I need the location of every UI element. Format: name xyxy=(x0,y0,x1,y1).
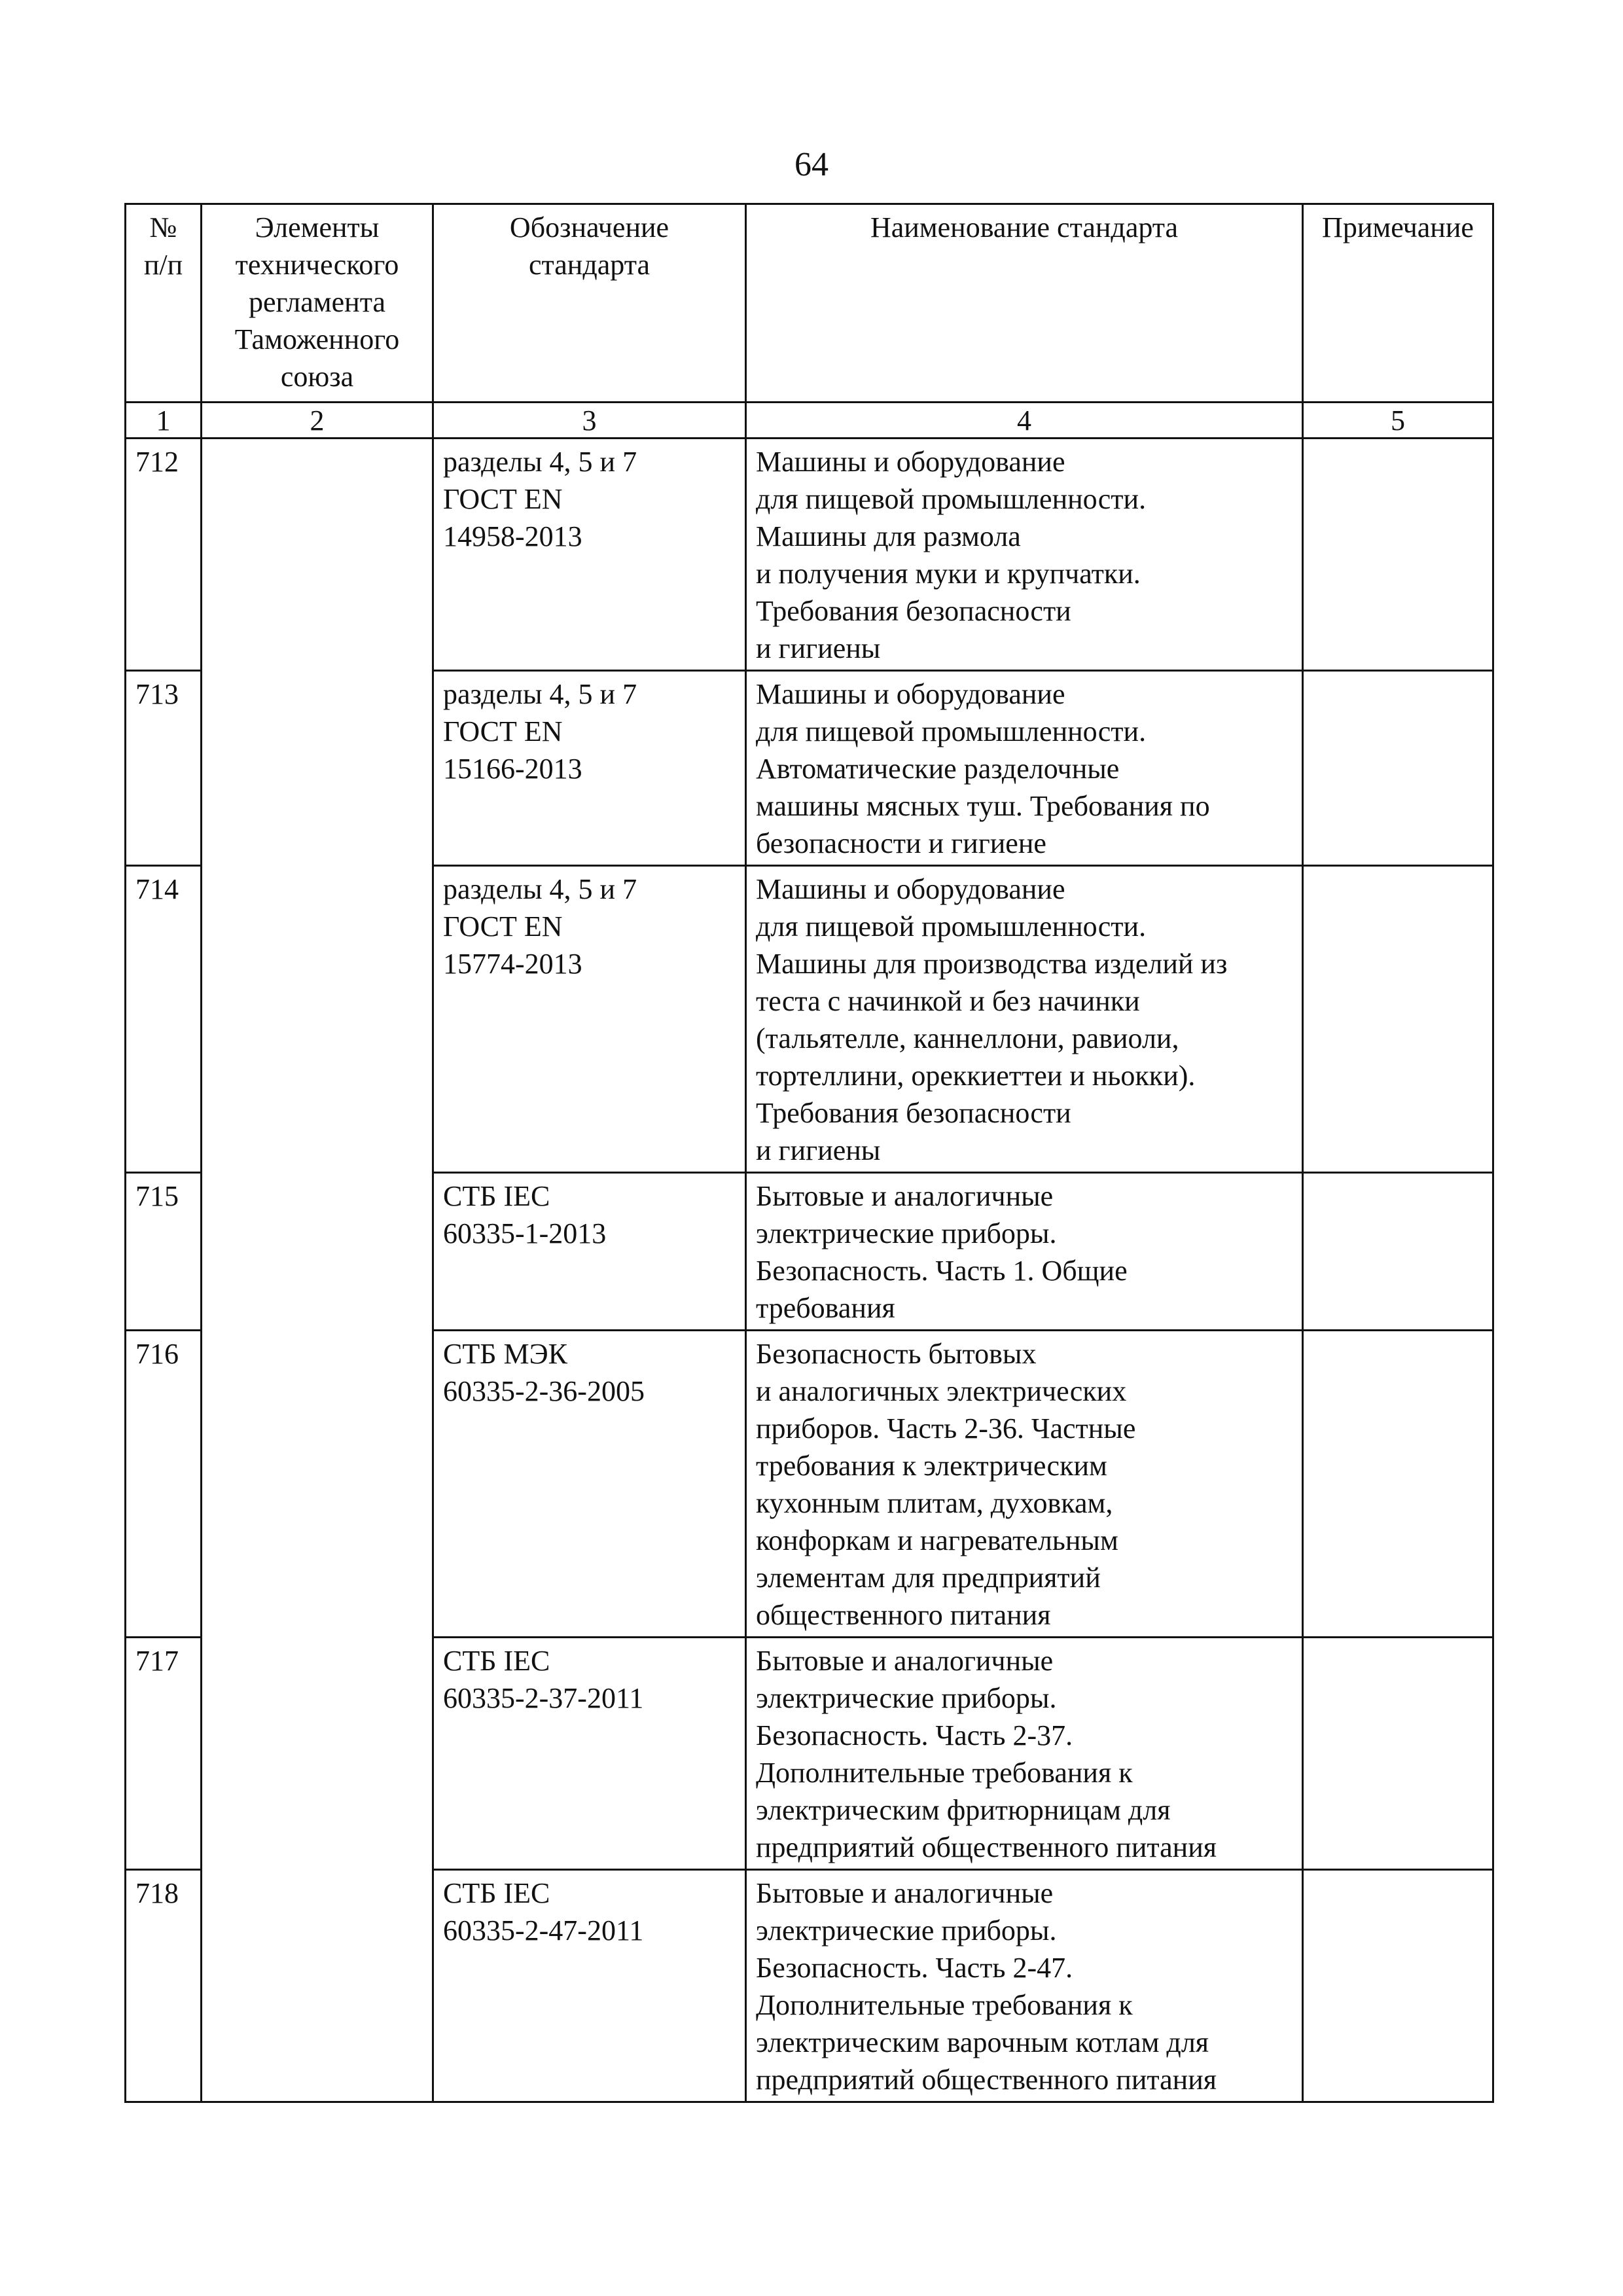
standard-designation: разделы 4, 5 и 7 ГОСТ EN 15774-2013 xyxy=(433,866,746,1173)
elements-cell xyxy=(202,439,433,2102)
row-number: 713 xyxy=(126,671,202,866)
standard-name: Машины и оборудование для пищевой промышленности. Машины для производства изделий из теста с начинкой и без начинки (тальятелле, каннеллони, равиоли, тортеллини, ореккиеттеи и ньокки). Требования безопасности и гигиены xyxy=(746,866,1303,1173)
note-cell xyxy=(1303,866,1493,1173)
standard-name: Бытовые и аналогичные электрические приборы. Безопасность. Часть 2-47. Дополнительные требования к электрическим варочным котлам для предприятий общественного питания xyxy=(746,1870,1303,2102)
column-number: 5 xyxy=(1303,403,1493,439)
header-name: Наименование стандарта xyxy=(746,204,1303,403)
row-number: 714 xyxy=(126,866,202,1173)
standard-designation: СТБ МЭК 60335-2-36-2005 xyxy=(433,1331,746,1638)
standard-name: Бытовые и аналогичные электрические приборы. Безопасность. Часть 2-37. Дополнительные требования к электрическим фритюрницам для предприятий общественного питания xyxy=(746,1638,1303,1870)
row-number: 718 xyxy=(126,1870,202,2102)
note-cell xyxy=(1303,1173,1493,1331)
standard-designation: СТБ IEC 60335-2-47-2011 xyxy=(433,1870,746,2102)
standard-name: Бытовые и аналогичные электрические приборы. Безопасность. Часть 1. Общие требования xyxy=(746,1173,1303,1331)
note-cell xyxy=(1303,671,1493,866)
standard-designation: СТБ IEC 60335-1-2013 xyxy=(433,1173,746,1331)
header-row xyxy=(126,204,1493,403)
note-cell xyxy=(1303,1870,1493,2102)
standard-designation: разделы 4, 5 и 7 ГОСТ EN 15166-2013 xyxy=(433,671,746,866)
row-number: 715 xyxy=(126,1173,202,1331)
table-row xyxy=(126,439,1493,671)
standard-name: Машины и оборудование для пищевой промышленности. Машины для размола и получения муки и крупчатки. Требования безопасности и гигиены xyxy=(746,439,1303,671)
standard-designation: разделы 4, 5 и 7 ГОСТ EN 14958-2013 xyxy=(433,439,746,671)
row-number: 716 xyxy=(126,1331,202,1638)
header-elements: Элементы технического регламента Таможенного союза xyxy=(202,204,433,403)
column-number: 4 xyxy=(746,403,1303,439)
standards-table xyxy=(124,203,1494,2103)
column-number: 2 xyxy=(202,403,433,439)
header-no: № п/п xyxy=(126,204,202,403)
row-number: 712 xyxy=(126,439,202,671)
page-number: 64 xyxy=(794,146,829,183)
header-note: Примечание xyxy=(1303,204,1493,403)
header-designation: Обозначение стандарта xyxy=(433,204,746,403)
standard-name: Машины и оборудование для пищевой промышленности. Автоматические разделочные машины мясных туш. Требования по безопасности и гигиене xyxy=(746,671,1303,866)
column-number-row xyxy=(126,403,1493,439)
note-cell xyxy=(1303,439,1493,671)
note-cell xyxy=(1303,1638,1493,1870)
column-number: 1 xyxy=(126,403,202,439)
row-number: 717 xyxy=(126,1638,202,1870)
standard-designation: СТБ IEC 60335-2-37-2011 xyxy=(433,1638,746,1870)
column-number: 3 xyxy=(433,403,746,439)
standard-name: Безопасность бытовых и аналогичных электрических приборов. Часть 2-36. Частные требования к электрическим кухонным плитам, духовкам, конфоркам и нагревательным элементам для предприятий общественного питания xyxy=(746,1331,1303,1638)
note-cell xyxy=(1303,1331,1493,1638)
